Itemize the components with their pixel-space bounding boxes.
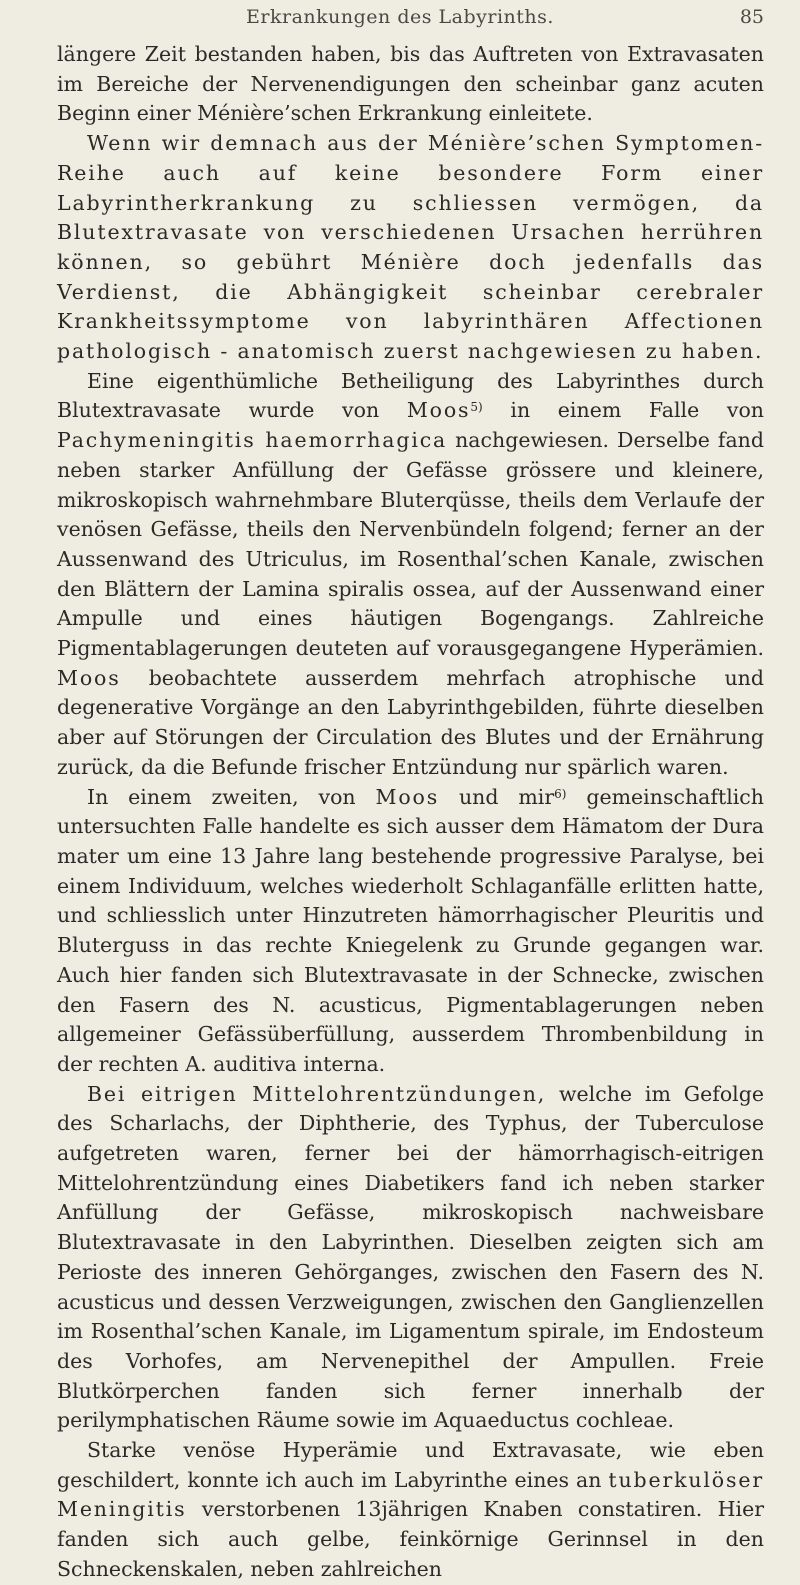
paragraph-1: längere Zeit bestanden haben, bis das Auftreten von Extravasaten im Bereiche der Nervenendigungen den scheinbar ganz acuten Beginn einer Ménière’schen Erkrankung einleitete. — [57, 42, 764, 126]
p3-text-d: beobachtete ausserdem mehrfach atrophische und degenerative Vorgänge an den Labyrinthgebilden, führte dieselben aber auf Störungen der Circulation des Blutes und der Ernährung zurück, da die Befunde frischer Entzündung nur spärlich waren. — [57, 665, 764, 779]
p4-text-a: In einem zweiten, von — [87, 784, 376, 809]
footnote-ref-5: 5) — [470, 400, 483, 415]
paragraph-4 — [57, 783, 764, 1080]
p3-text-b: in einem Falle von — [482, 398, 764, 423]
author-moos-3: Moos — [375, 784, 440, 809]
section-lead: Bei eitrigen Mittelohrentzündungen, — [87, 1081, 547, 1106]
paragraph-6 — [57, 1436, 764, 1585]
running-head — [0, 6, 800, 34]
footnote-ref-6: 6) — [554, 786, 567, 801]
p6-text-a: Starke venöse Hyperämie und Extravasate, wie eben geschildert, konnte ich auch im Labyrinthe eines an — [57, 1438, 764, 1492]
p5-text-b: welche im Gefolge des Scharlachs, der Diphtherie, des Typhus, der Tuberculose aufgetreten waren, ferner bei der hämorrhagisch-eitrigen Mittelohrentzündung eines Diabetikers fand ich neben starker Anfüllung der Gefässe, mikroskopisch nachweisbare Blutextravasate in den Labyrinthen. Dieselben zeigten sich am Perioste des inneren Gehörganges, zwischen den Fasern des N. acusticus und dessen Verzweigungen, zwischen den Ganglienzellen im Rosenthal’schen Kanale, im Ligamentum spirale, im Endosteum des Vorhofes, am Nervenepithel der Ampullen. Freie Blutkörperchen fanden sich ferner innerhalb der perilymphatischen Räume sowie im Aquaeductus cochleae. — [57, 1081, 764, 1433]
p4-text-b: und mir — [439, 784, 555, 809]
disease-name: Pachymeningitis haemorrhagica — [57, 428, 448, 453]
p4-text-c: gemeinschaftlich untersuchten Falle handelte es sich ausser dem Hämatom der Dura mater um eine 13 Jahre lang bestehende progressive Paralyse, bei einem Individuum, welches wiederholt Schlaganfälle erlitten hatte, und schliesslich unter Hinzutreten hämorrhagischer Pleuritis und Bluterguss in das rechte Kniegelenk zu Grunde gegangen war. Auch hier fanden sich Blutextravasate in der Schnecke, zwischen den Fasern des N. acusticus, Pigmentablagerungen neben allgemeiner Gefässüberfüllung, ausserdem Thrombenbildung in der rechten A. auditiva interna. — [57, 784, 764, 1076]
disease-name-2: tuberkulöser Meningitis — [57, 1467, 764, 1522]
author-moos-2: Moos — [57, 665, 121, 690]
body-text — [57, 40, 764, 1585]
p6-text-b: verstorbenen 13jährigen Knaben constatiren. Hier fanden sich auch gelbe, feinkörnige Gerinnsel in den Schneckenskalen, neben zahlreichen — [57, 1497, 764, 1581]
paragraph-3 — [57, 367, 764, 783]
p3-text-a: Eine eigenthümliche Betheiligung des Labyrinthes durch Blutextravasate wurde von — [57, 368, 764, 423]
running-title: Erkrankungen des Labyrinths. — [246, 6, 554, 28]
author-moos: Moos — [406, 398, 471, 423]
page-number: 85 — [739, 6, 764, 28]
paragraph-5 — [57, 1080, 764, 1436]
paragraph-2: Wenn wir demnach aus der Ménière’schen Symptomen-Reihe auch auf keine besondere Form einer Labyrintherkrankung zu schliessen vermögen, da Blutextravasate von verschiedenen Ursachen herrühren können, so gebührt Ménière doch jedenfalls das Verdienst, die Abhängigkeit scheinbar cerebraler Krankheitssymptome von labyrinthären Affectionen pathologisch - anatomisch zuerst nachgewiesen zu haben. — [57, 131, 764, 364]
p3-text-c: nachgewiesen. Derselbe fand neben starker Anfüllung der Gefässe grössere und kleinere, mikroskopisch wahrnehmbare Bluterqüsse, theils dem Verlaufe der venösen Gefässe, theils den Nervenbündeln folgend; ferner an der Aussenwand des Utriculus, im Rosenthal’schen Kanale, zwischen den Blättern der Lamina spiralis ossea, auf der Aussenwand einer Ampulle und eines häutigen Bogengangs. Zahlreiche Pigmentablagerungen deuteten auf vorausgegangene Hyperämien. — [57, 428, 764, 661]
